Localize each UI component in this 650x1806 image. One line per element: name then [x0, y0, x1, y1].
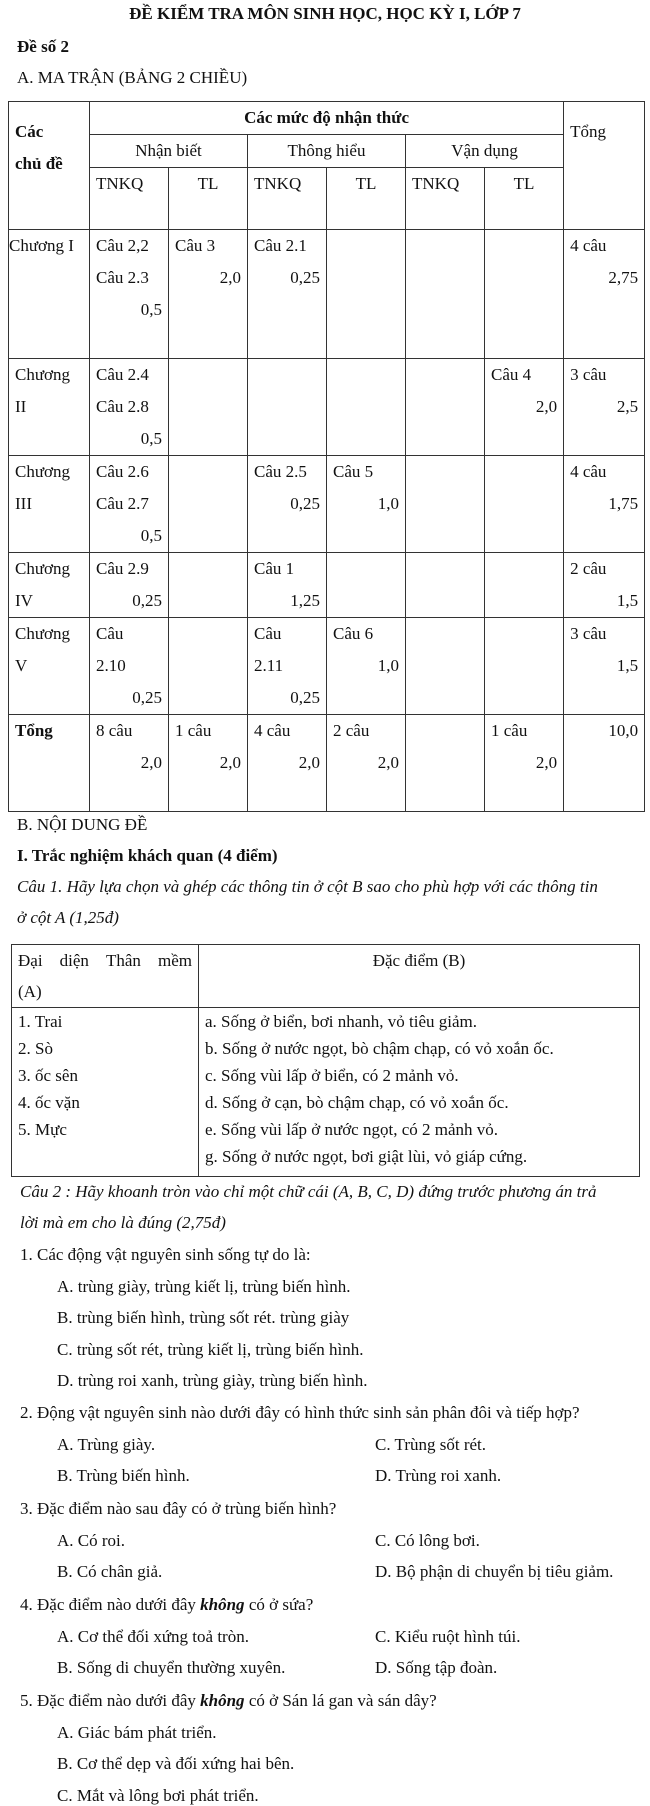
- score-value: 1,5: [616, 656, 639, 675]
- matrix-cell: [406, 715, 485, 812]
- answer-option[interactable]: A. trùng giày, trùng kiết lị, trùng biến hình.: [57, 1277, 351, 1296]
- question-2-instruction: Câu 2 : Hãy khoanh tròn vào chỉ một chữ cái (A, B, C, D) đứng trước phương án trả: [20, 1182, 597, 1201]
- total-cell: [564, 230, 645, 359]
- question-stem: 2. Động vật nguyên sinh nào dưới đây có hình thức sinh sản phân đôi và tiếp hợp?: [20, 1403, 580, 1422]
- score-value: 2,75: [608, 268, 639, 287]
- answer-option[interactable]: A. Trùng giày.: [57, 1435, 156, 1454]
- header-topic-line: Các: [15, 122, 44, 141]
- matrix-cell: [248, 230, 327, 359]
- answer-option[interactable]: C. Kiểu ruột hình túi.: [375, 1627, 521, 1646]
- answer-option[interactable]: A. Cơ thể đối xứng toả tròn.: [57, 1627, 249, 1646]
- answer-option[interactable]: C. Trùng sốt rét.: [375, 1435, 486, 1454]
- subheader-cell: TNKQ: [248, 168, 327, 230]
- column-b-item: a. Sống ở biển, bơi nhanh, vỏ tiêu giảm.: [205, 1012, 477, 1031]
- score-value: 0,25: [290, 494, 320, 513]
- total-cell: [564, 618, 645, 715]
- question-ref: Câu 2.1: [254, 236, 307, 255]
- matrix-cell: [169, 618, 248, 715]
- answer-option[interactable]: B. Trùng biến hình.: [57, 1466, 190, 1485]
- answer-option[interactable]: C. Có lông bơi.: [375, 1531, 480, 1550]
- topic-cell: [9, 715, 90, 812]
- matrix-cell: [485, 618, 564, 715]
- matrix-cell: [169, 359, 248, 456]
- header-levels: Các mức độ nhận thức: [90, 102, 564, 135]
- question-stem: [20, 1595, 313, 1615]
- subheader-cell: TNKQ: [406, 168, 485, 230]
- column-b-item: c. Sống vùi lấp ở biển, có 2 mảnh vỏ.: [205, 1066, 459, 1085]
- topic-label: Chương I: [9, 236, 74, 255]
- column-a-item: [18, 1143, 192, 1170]
- topic-label: Chương: [15, 462, 71, 481]
- matrix-row: [9, 553, 645, 618]
- matrix-cell: [406, 618, 485, 715]
- question-2-instruction-cont: lời mà em cho là đúng (2,75đ): [20, 1213, 226, 1232]
- answer-option[interactable]: D. Bộ phận di chuyển bị tiêu giảm.: [375, 1562, 614, 1581]
- column-b-item: g. Sống ở nước ngọt, bơi giật lùi, vỏ giáp cứng.: [205, 1147, 528, 1166]
- part-1-heading: I. Trắc nghiệm khách quan (4 điểm): [17, 846, 278, 865]
- matrix-cell: [90, 715, 169, 812]
- topic-cell: [9, 230, 90, 359]
- matrix-cell: [327, 553, 406, 618]
- question-ref: Câu: [254, 624, 282, 643]
- matrix-cell: [90, 618, 169, 715]
- header-total: [564, 102, 645, 230]
- matrix-row: [9, 456, 645, 553]
- total-cell: [564, 359, 645, 456]
- score-value: 2,0: [140, 753, 162, 772]
- header-level-apply: Vận dụng: [406, 135, 564, 168]
- score-value: 10,0: [608, 721, 639, 740]
- question-ref: 2.10: [96, 656, 126, 675]
- subheader-cell: TL: [327, 168, 406, 230]
- answer-option[interactable]: D. trùng roi xanh, trùng giày, trùng biến hình.: [57, 1371, 368, 1390]
- score-value: 0,5: [140, 429, 162, 448]
- column-a-item: 1. Trai: [18, 1012, 63, 1031]
- total-cell: [564, 553, 645, 618]
- question-ref: Câu 5: [333, 462, 374, 481]
- stem-emphasis: không: [200, 1691, 245, 1710]
- matrix-cell: [90, 230, 169, 359]
- column-b-item: d. Sống ở cạn, bò chậm chạp, có vỏ xoắn ốc.: [205, 1093, 509, 1112]
- column-b-item: b. Sống ở nước ngọt, bò chậm chạp, có vỏ xoắn ốc.: [205, 1039, 554, 1058]
- section-b-heading: B. NỘI DUNG ĐỀ: [17, 815, 148, 834]
- question-ref: Câu 4: [491, 365, 532, 384]
- score-value: 0,25: [290, 688, 320, 707]
- column-a-header: [12, 945, 199, 1008]
- column-a-item: 4. ốc vặn: [18, 1093, 80, 1112]
- answer-option[interactable]: D. Sống tập đoàn.: [375, 1658, 498, 1677]
- matrix-cell: [406, 230, 485, 359]
- question-ref: Câu 2.3: [96, 268, 149, 287]
- subheader-cell: TNKQ: [90, 168, 169, 230]
- topic-label: Chương: [15, 624, 71, 643]
- document-title: ĐỀ KIỂM TRA MÔN SINH HỌC, HỌC KỲ I, LỚP 7: [129, 4, 521, 23]
- header-word: diện: [59, 951, 89, 970]
- question-ref: Câu 2.9: [96, 559, 149, 578]
- stem-emphasis: không: [200, 1595, 245, 1614]
- question-stem: 1. Các động vật nguyên sinh sống tự do là:: [20, 1245, 311, 1264]
- matrix-row: [9, 618, 645, 715]
- matrix-cell: [485, 456, 564, 553]
- matrix-cell: [248, 456, 327, 553]
- matrix-body: [9, 230, 645, 812]
- question-ref: 3 câu: [570, 365, 607, 384]
- column-b-item: e. Sống vùi lấp ở nước ngọt, có 2 mảnh vỏ.: [205, 1120, 499, 1139]
- topic-cell: [9, 456, 90, 553]
- matrix-cell: [406, 359, 485, 456]
- question-ref: Câu 2.5: [254, 462, 307, 481]
- score-value: 0,25: [290, 268, 320, 287]
- section-a-heading: A. MA TRẬN (BẢNG 2 CHIỀU): [17, 68, 248, 87]
- matrix-cell: [327, 230, 406, 359]
- question-ref: Câu 2.8: [96, 397, 149, 416]
- stem-text: 5. Đặc điểm nào dưới đây: [20, 1691, 201, 1710]
- header-level-recognize: Nhận biết: [90, 135, 248, 168]
- stem-text: 4. Đặc điểm nào dưới đây: [20, 1595, 201, 1614]
- matrix-cell: [248, 715, 327, 812]
- question-ref: 8 câu: [96, 721, 133, 740]
- matrix-cell: [248, 553, 327, 618]
- stem-text: có ở sứa?: [244, 1595, 314, 1614]
- header-topic-cell: [9, 102, 90, 230]
- score-value: 0,5: [140, 526, 162, 545]
- question-1-instruction-cont: ở cột A (1,25đ): [17, 908, 119, 927]
- exam-number: Đề số 2: [17, 37, 69, 56]
- matrix-row: [9, 715, 645, 812]
- header-level-understand: Thông hiểu: [248, 135, 406, 168]
- question-ref: 1 câu: [175, 721, 212, 740]
- score-value: 1,5: [616, 591, 639, 610]
- column-a-item: 3. ốc sên: [18, 1066, 78, 1085]
- matrix-cell: [485, 230, 564, 359]
- answer-option[interactable]: B. Cơ thể dẹp và đối xứng hai bên.: [57, 1754, 295, 1773]
- column-a-items: [12, 1008, 199, 1177]
- topic-cell: [9, 359, 90, 456]
- matrix-cell: [90, 553, 169, 618]
- column-b-header: Đặc điểm (B): [199, 945, 640, 1008]
- score-value: 1,75: [608, 494, 639, 513]
- question-ref: Câu: [96, 624, 124, 643]
- question-ref: 4 câu: [254, 721, 291, 740]
- header-word: (A): [18, 982, 42, 1001]
- matrix-cell: [327, 359, 406, 456]
- column-a-item: 5. Mực: [18, 1120, 67, 1139]
- topic-label: Chương: [15, 365, 71, 384]
- matrix-cell: [169, 456, 248, 553]
- question-ref: 1 câu: [491, 721, 528, 740]
- question-ref: Câu 1: [254, 559, 295, 578]
- question-ref: Câu 6: [333, 624, 374, 643]
- column-a-item: 2. Sò: [18, 1039, 53, 1058]
- question-ref: 2 câu: [570, 559, 607, 578]
- topic-cell: [9, 553, 90, 618]
- matrix-cell: [169, 553, 248, 618]
- score-value: 0,5: [140, 300, 162, 319]
- header-word: Thân: [105, 951, 141, 970]
- topic-label: V: [15, 656, 28, 675]
- answer-option[interactable]: A. Có roi.: [57, 1531, 125, 1550]
- topic-cell: [9, 618, 90, 715]
- question-ref: Câu 2.7: [96, 494, 149, 513]
- score-value: 2,0: [298, 753, 320, 772]
- answer-option[interactable]: B. Có chân giả.: [57, 1562, 163, 1581]
- score-value: 0,25: [132, 591, 162, 610]
- column-b-items: [199, 1008, 640, 1177]
- score-value: 2,0: [535, 397, 558, 416]
- header-word: mềm: [158, 951, 192, 970]
- topic-label: III: [15, 494, 32, 513]
- question-ref: 4 câu: [570, 462, 607, 481]
- score-value: 2,0: [219, 753, 241, 772]
- score-value: 1,25: [290, 591, 320, 610]
- answer-option[interactable]: A. Giác bám phát triển.: [57, 1723, 217, 1742]
- matrix-cell: [169, 715, 248, 812]
- question-ref: 2 câu: [333, 721, 370, 740]
- matrix-cell: [485, 553, 564, 618]
- subheader-cell: TL: [169, 168, 248, 230]
- header-total-label: Tổng: [570, 122, 606, 141]
- score-value: 2,0: [535, 753, 558, 772]
- topic-label: Chương: [15, 559, 71, 578]
- question-stem: [20, 1691, 437, 1711]
- score-value: 2,0: [219, 268, 241, 287]
- question-1-instruction: Câu 1. Hãy lựa chọn và ghép các thông tin ở cột B sao cho phù hợp với các thông tin: [17, 877, 598, 896]
- question-ref: Câu 2.6: [96, 462, 149, 481]
- question-ref: Câu 2,2: [96, 236, 149, 255]
- total-cell: [564, 715, 645, 812]
- question-ref: 4 câu: [570, 236, 607, 255]
- matrix-cell: [327, 715, 406, 812]
- matching-table: [11, 944, 640, 1177]
- matrix-cell: [90, 359, 169, 456]
- topic-label: Tổng: [15, 721, 53, 740]
- header-topic-line: chủ đề: [15, 154, 63, 173]
- answer-option[interactable]: D. Trùng roi xanh.: [375, 1466, 502, 1485]
- score-value: 2,5: [616, 397, 639, 416]
- matrix-cell: [90, 456, 169, 553]
- matrix-cell: [248, 359, 327, 456]
- score-value: 1,0: [377, 656, 399, 675]
- matrix-cell: [406, 553, 485, 618]
- score-value: 0,25: [132, 688, 162, 707]
- matrix-cell: [248, 618, 327, 715]
- question-ref: 2.11: [254, 656, 284, 675]
- question-stem: 3. Đặc điểm nào sau đây có ở trùng biến hình?: [20, 1499, 337, 1518]
- score-value: 2,0: [377, 753, 399, 772]
- question-ref: Câu 3: [175, 236, 216, 255]
- matrix-cell: [485, 359, 564, 456]
- question-ref: 3 câu: [570, 624, 607, 643]
- subheader-cell: TL: [485, 168, 564, 230]
- topic-label: IV: [15, 591, 33, 610]
- matrix-cell: [485, 715, 564, 812]
- answer-option[interactable]: C. Mắt và lông bơi phát triển.: [57, 1786, 259, 1805]
- question-ref: Câu 2.4: [96, 365, 149, 384]
- header-word: Đại: [18, 951, 43, 970]
- matrix-cell: [327, 456, 406, 553]
- answer-option[interactable]: B. Sống di chuyển thường xuyên.: [57, 1658, 286, 1677]
- matrix-row: [9, 359, 645, 456]
- matrix-cell: [327, 618, 406, 715]
- stem-text: có ở Sán lá gan và sán dây?: [244, 1691, 437, 1710]
- answer-option[interactable]: C. trùng sốt rét, trùng kiết lị, trùng biến hình.: [57, 1340, 364, 1359]
- answer-option[interactable]: B. trùng biến hình, trùng sốt rét. trùng giày: [57, 1308, 350, 1327]
- score-value: 1,0: [377, 494, 399, 513]
- assessment-matrix-table: [8, 101, 645, 812]
- matrix-row: [9, 230, 645, 359]
- topic-label: II: [15, 397, 27, 416]
- matrix-cell: [406, 456, 485, 553]
- total-cell: [564, 456, 645, 553]
- matrix-cell: [169, 230, 248, 359]
